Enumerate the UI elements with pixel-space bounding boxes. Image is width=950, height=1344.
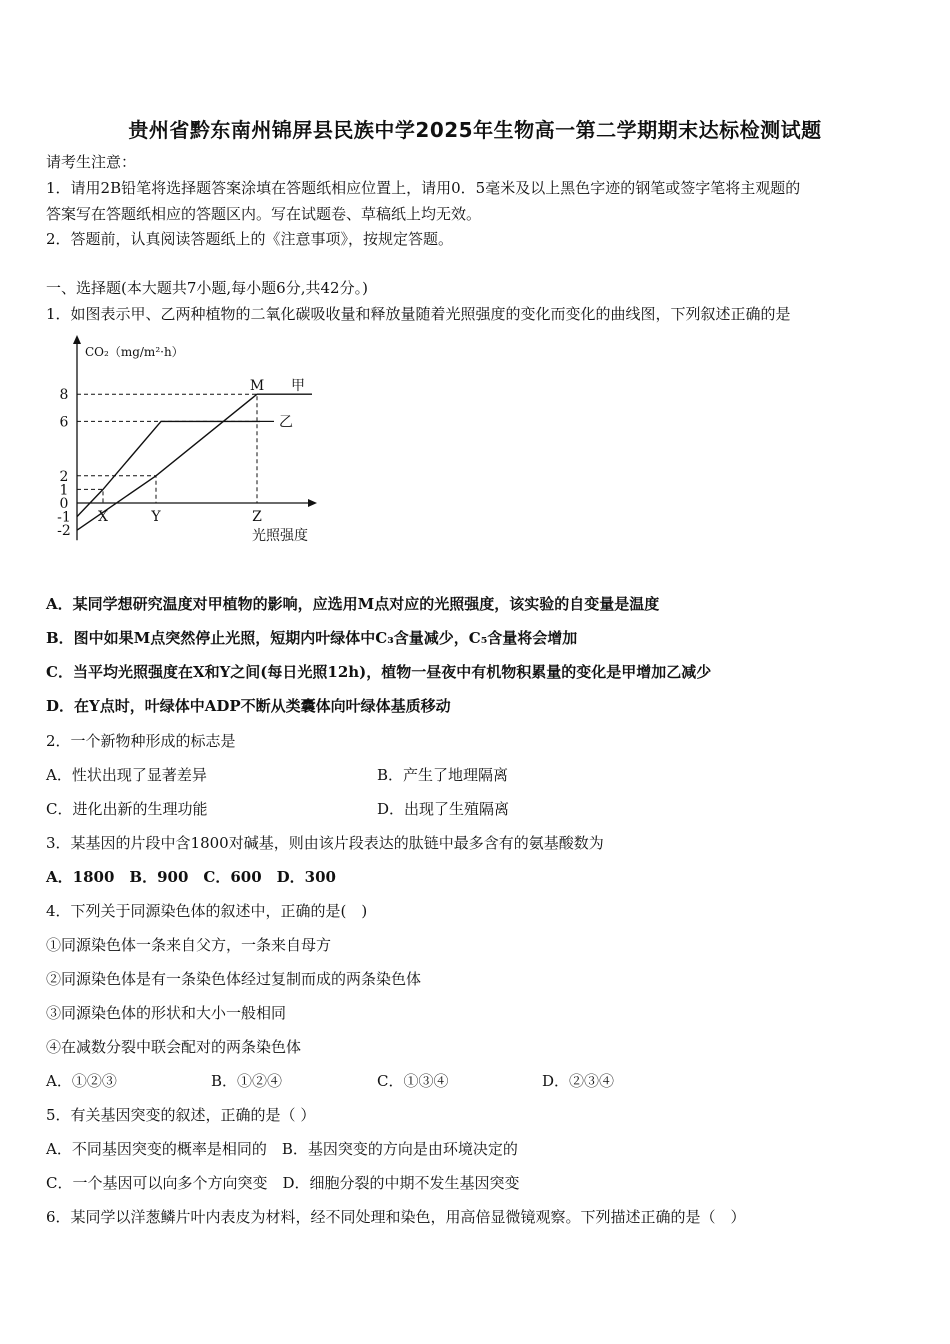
q1-stem: 1．如图表示甲、乙两种植物的二氧化碳吸收量和释放量随着光照强度的变化而变化的曲线图，下列叙述正确的是: [46, 305, 791, 323]
q3-stem: 3．某基因的片段中含1800对碱基，则由该片段表达的肽链中最多含有的氨基酸数为: [46, 834, 604, 852]
y-tick-label--2: -2: [57, 523, 71, 540]
q4-statement-4: ④在减数分裂中联会配对的两条染色体: [46, 1038, 302, 1056]
notice-item-1-line-1: 1．请用2B铅笔将选择题答案涂填在答题纸相应位置上，请用0．5毫米及以上黑色字迹的钢笔或签字笔将主观题的: [46, 179, 801, 197]
x-tick-label-Y: Y: [151, 509, 161, 525]
q4-option-c: C．①③④: [377, 1072, 449, 1090]
notice-item-1-line-2: 答案写在答题纸相应的答题区内。写在试题卷、草稿纸上均无效。: [46, 205, 482, 223]
notice-heading: 请考生注意：: [46, 153, 137, 171]
guide-line-M: [77, 394, 257, 503]
x-axis-arrow: [308, 499, 317, 507]
guide-line-Y: [77, 476, 156, 503]
y-tick-label-1: 1: [59, 482, 69, 499]
annotation-M: M: [249, 378, 265, 395]
q2-option-d: D．出现了生殖隔离: [377, 800, 510, 818]
q1-option-c: C．当平均光照强度在X和Y之间(每日光照12h)，植物一昼夜中有机物积累量的变化是甲增加乙减少: [46, 663, 712, 681]
q1-chart: [40, 330, 330, 560]
q4-statement-2: ②同源染色体是有一条染色体经过复制而成的两条染色体: [46, 970, 422, 988]
series-line-1: [77, 421, 260, 516]
q4-option-d: D．②③④: [542, 1072, 615, 1090]
x-axis-label: 光照强度: [252, 528, 308, 544]
y-tick-label-8: 8: [59, 387, 69, 404]
y-tick-label-2: 2: [59, 468, 69, 485]
y-tick-label-6: 6: [59, 414, 69, 431]
q1-option-d: D．在Y点时，叶绿体中ADP不断从类囊体向叶绿体基质移动: [46, 697, 451, 715]
series-label-1: 乙: [279, 414, 293, 431]
y-axis-arrow: [73, 335, 81, 344]
x-tick-label-X: X: [98, 509, 108, 525]
q1-option-a: A．某同学想研究温度对甲植物的影响，应选用M点对应的光照强度，该实验的自变量是温度: [46, 595, 660, 613]
q4-statement-1: ①同源染色体一条来自父方，一条来自母方: [46, 936, 332, 954]
q2-option-a: A．性状出现了显著差异: [46, 766, 207, 784]
q2-stem: 2．一个新物种形成的标志是: [46, 732, 236, 750]
y-axis-label: CO₂（mg/m²·h）: [85, 345, 184, 359]
section-heading: 一、选择题(本大题共7小题,每小题6分,共42分。): [46, 279, 368, 297]
series-line-0: [77, 394, 312, 530]
notice-item-2: 2．答题前，认真阅读答题纸上的《注意事项》，按规定答题。: [46, 230, 454, 248]
guide-line-X: [77, 489, 103, 503]
q6-stem: 6．某同学以洋葱鳞片叶内表皮为材料，经不同处理和染色，用高倍显微镜观察。下列描述正确的是（ ）: [46, 1208, 746, 1226]
q1-option-b: B．图中如果M点突然停止光照，短期内叶绿体中C₃含量减少，C₅含量将会增加: [46, 629, 578, 647]
q5-options-ab: A．不同基因突变的概率是相同的 B．基因突变的方向是由环境决定的: [46, 1140, 518, 1158]
q4-option-b: B．①②④: [211, 1072, 283, 1090]
series-label-0: 甲: [291, 378, 305, 395]
q4-stem: 4．下列关于同源染色体的叙述中，正确的是( ): [46, 902, 368, 920]
q3-options: A．1800 B．900 C．600 D．300: [46, 868, 336, 886]
q4-statement-3: ③同源染色体的形状和大小一般相同: [46, 1004, 287, 1022]
q5-options-cd: C．一个基因可以向多个方向突变 D．细胞分裂的中期不发生基因突变: [46, 1174, 520, 1192]
x-tick-label-Z: Z: [252, 509, 262, 525]
y-tick-label-0: 0: [59, 496, 69, 512]
y-tick-label--1: -1: [57, 509, 71, 526]
q2-option-b: B．产生了地理隔离: [377, 766, 509, 784]
q5-stem: 5．有关基因突变的叙述，正确的是（ ）: [46, 1106, 316, 1124]
page-title: 贵州省黔东南州锦屏县民族中学2025年生物高一第二学期期末达标检测试题: [128, 118, 822, 142]
q4-option-a: A．①②③: [46, 1072, 117, 1090]
q2-option-c: C．进化出新的生理功能: [46, 800, 208, 818]
